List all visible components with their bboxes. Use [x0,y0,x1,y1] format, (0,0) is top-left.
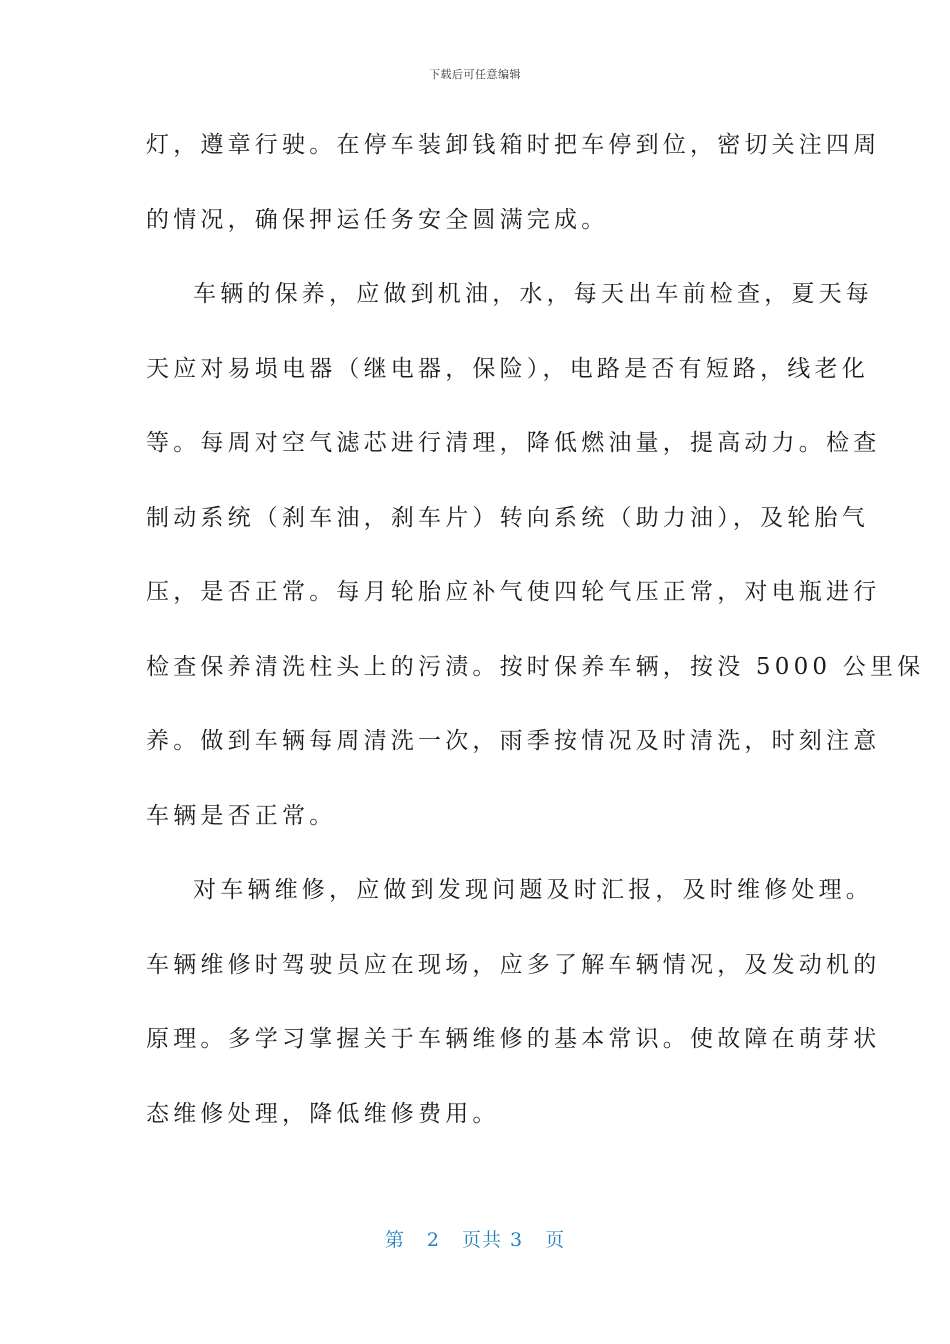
text-line-11: 对车辆维修，应做到发现问题及时汇报，及时维修处理。 [193,877,873,903]
text-line-3: 车辆的保养，应做到机油，水，每天出车前检查，夏天每 [193,281,873,307]
text-line-4: 天应对易埙电器（继电器，保险），电路是否有短路，线老化 [146,355,869,382]
footer-total-pages: 3 [510,1229,524,1251]
text-line-10: 车辆是否正常。 [146,802,337,829]
text-line-12: 车辆维修时驾驶员应在现场，应多了解车辆情况，及发动机的 [146,951,881,978]
text-line-13: 原理。多学习掌握关于车辆维修的基本常识。使故障在萌芽状 [146,1026,881,1052]
footer-suffix: 页 [545,1229,566,1251]
text-line-2: 的情况，确保押运任务安全圆满完成。 [146,206,609,233]
text-line-14: 态维修处理，降低维修费用。 [146,1100,500,1127]
text-line-5: 等。每周对空气滤芯进行清理，降低燃油量，提高动力。检查 [146,430,881,456]
document-body [146,122,925,1165]
footer-prefix: 第 [384,1229,405,1251]
footer-current-page: 2 [426,1229,440,1251]
page-footer [0,1225,950,1252]
text-line-9: 养。做到车辆每周清洗一次，雨季按情况及时清洗，时刻注意 [146,728,881,754]
text-line-7: 压，是否正常。每月轮胎应补气使四轮气压正常，对电瓶进行 [146,579,881,605]
text-line-1: 灯，遵章行驶。在停车装卸钱箱时把车停到位，密切关注四周 [146,132,881,158]
footer-middle: 页共 [461,1229,502,1251]
header-note: 下载后可任意编辑 [429,68,521,81]
text-line-8: 检查保养清洗柱头上的污渍。按时保养车辆，按没 5000 公里保 [146,653,925,680]
text-line-6: 制动系统（刹车油，刹车片）转向系统（助力油），及轮胎气 [146,504,869,531]
